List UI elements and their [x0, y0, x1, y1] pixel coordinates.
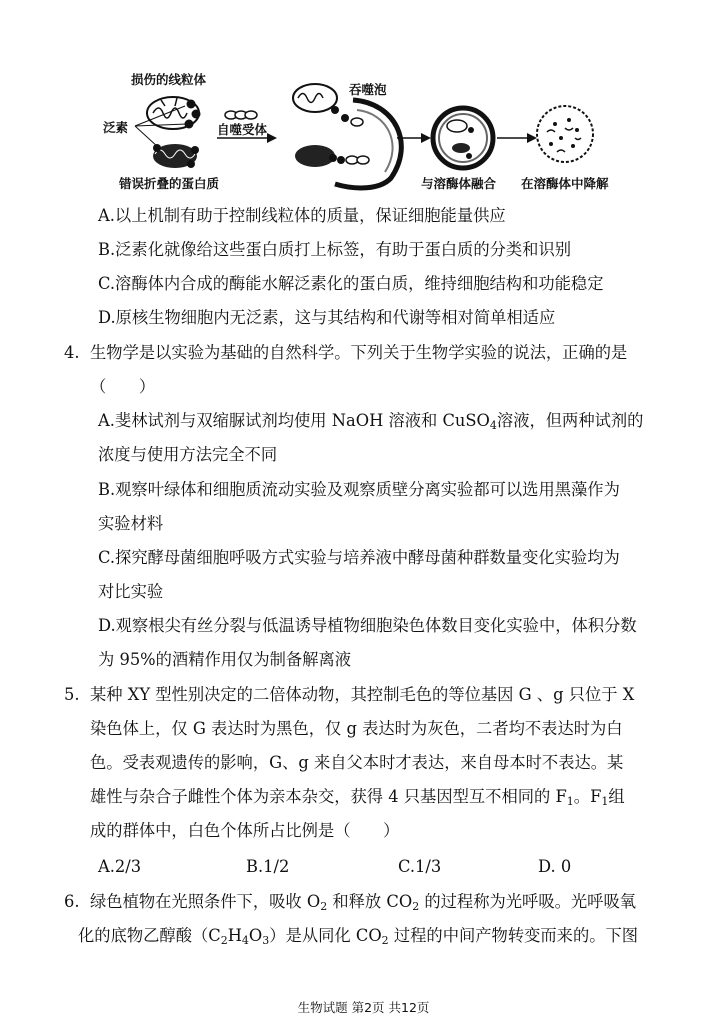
q5-option-d: D. 0	[538, 857, 572, 876]
q4-option-c-line1: C.探究酵母菌细胞呼吸方式实验与培养液中酵母菌种群数量变化实验均为	[98, 548, 620, 567]
autophagy-diagram	[95, 68, 665, 196]
q6-number: 6.	[64, 892, 80, 911]
q5-number: 5.	[64, 685, 80, 704]
q4-number: 4.	[64, 343, 80, 362]
q6-line2: 化的底物乙醇酸$(C_2H_4O_3)$是从同化 $CO_2$ 过程的中间产物转变而来的。下图	[78, 926, 639, 947]
label-fuse-lysosome: 与溶酶体融合	[421, 176, 497, 191]
q4-stem-line1: 生物学是以实验为基础的自然科学。下列关于生物学实验的说法，正确的是	[90, 343, 628, 362]
q5-line5: 成的群体中，白色个体所占比例是（ ）	[90, 821, 400, 840]
q3-option-c: C.溶酶体内合成的酶能水解泛素化的蛋白质，维持细胞结构和功能稳定	[98, 274, 604, 293]
q5-option-a: A.2/3	[98, 857, 142, 876]
label-phagophore: 吞噬泡	[349, 82, 387, 97]
label-ubiquitin: 泛素	[103, 120, 129, 135]
q4-option-d-line2: 为 95%的酒精作用仅为制备解离液	[98, 650, 352, 669]
q4-option-d-line1: D.观察根尖有丝分裂与低温诱导植物细胞染色体数目变化实验中，体积分数	[98, 616, 637, 635]
label-damaged-mitochondrion: 损伤的线粒体	[131, 72, 207, 87]
q5-line4: 雄性与杂合子雌性个体为亲本杂交，获得 4 只基因型互不相同的 $F_1$。$F_1$组	[90, 787, 625, 808]
q5-option-c: C.1/3	[398, 857, 442, 876]
label-misfolded-protein: 错误折叠的蛋白质	[119, 176, 220, 191]
q4-option-b-line2: 实验材料	[98, 514, 164, 533]
tagged-protein	[295, 145, 369, 167]
q4-option-a-line1: A.斐林试剂与双缩脲试剂均使用 NaOH 溶液和 CuSO$_4$溶液，但两种试剂的	[98, 411, 644, 432]
q4-stem-line2: （ ）	[90, 377, 156, 396]
q3-option-d: D.原核生物细胞内无泛素，这与其结构和代谢等相对简单相适应	[98, 308, 556, 327]
q5-line3: 色。受表观遗传的影响，G、g 来自父本时才表达，来自母本时不表达。某	[90, 753, 624, 772]
q3-option-b: B.泛素化就像给这些蛋白质打上标签，有助于蛋白质的分类和识别	[98, 240, 572, 259]
degraded-contents	[537, 106, 593, 162]
q5-line2: 染色体上，仅 G 表达时为黑色，仅 g 表达时为灰色，二者均不表达时为白	[90, 719, 623, 738]
label-degrade-lysosome: 在溶酶体中降解	[521, 176, 609, 191]
autolysosome	[433, 108, 493, 168]
label-autophagy-receptor: 自噬受体	[217, 122, 268, 137]
misfolded-protein-clump	[153, 144, 199, 168]
q3-option-a: A.以上机制有助于控制线粒体的质量，保证细胞能量供应	[98, 206, 506, 225]
q5-line1: 某种 XY 型性别决定的二倍体动物，其控制毛色的等位基因 G 、g 只位于 X	[90, 685, 635, 704]
q4-option-c-line2: 对比实验	[98, 582, 164, 601]
q5-option-b: B.1/2	[246, 857, 290, 876]
q6-line1: 绿色植物在光照条件下，吸收 $O_2$ 和释放 $CO_2$ 的过程称为光呼吸。光呼吸氧	[90, 892, 637, 913]
page-footer: 生物试题 第2页 共12页	[297, 1000, 430, 1015]
q4-option-a-line2: 浓度与使用方法完全不同	[98, 445, 278, 464]
q4-option-b-line1: B.观察叶绿体和细胞质流动实验及观察质壁分离实验都可以选用黑藻作为	[98, 480, 620, 499]
autophagy-receptor-icon	[225, 111, 257, 119]
